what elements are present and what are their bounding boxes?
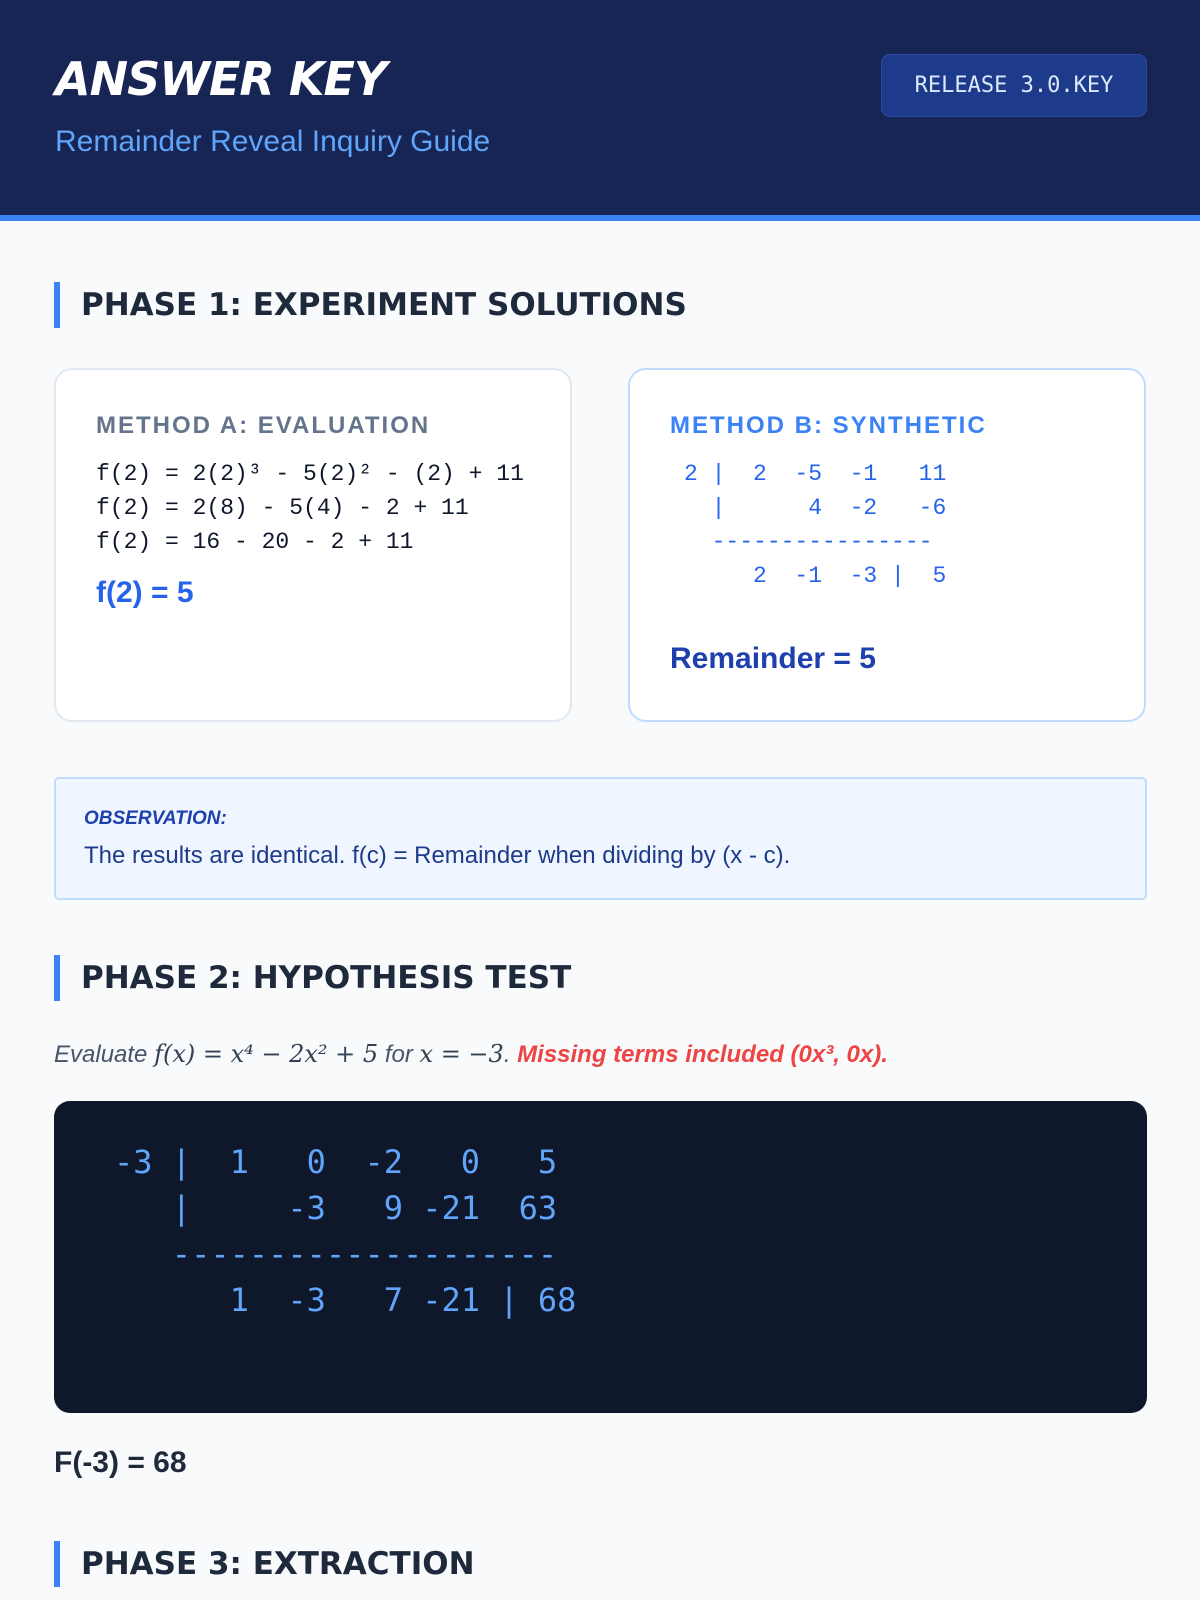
- method-a-steps: [96, 457, 524, 559]
- prompt-period: .: [503, 1041, 511, 1068]
- page-subtitle: Remainder Reveal Inquiry Guide: [55, 125, 491, 158]
- prompt-warning: Missing terms included (0x³, 0x).: [517, 1041, 888, 1068]
- observation-box: [54, 777, 1147, 900]
- observation-text: The results are identical. f(c) = Remainder when dividing by (x - c).: [84, 842, 791, 869]
- hypothesis-prompt: [54, 1040, 888, 1069]
- method-a-line: f(2) = 2(8) - 5(4) - 2 + 11: [96, 495, 469, 521]
- release-badge: RELEASE 3.0.KEY: [881, 54, 1147, 117]
- method-a-card: [54, 368, 572, 722]
- prompt-prefix: Evaluate: [54, 1041, 155, 1068]
- observation-title: OBSERVATION:: [84, 808, 227, 829]
- method-a-line: f(2) = 2(2)³ - 5(2)² - (2) + 11: [96, 461, 524, 487]
- code-line: | -3 9 -21 63: [114, 1189, 558, 1227]
- code-line: --------------------: [114, 1235, 558, 1273]
- method-b-line: | 4 -2 -6: [684, 495, 947, 521]
- method-a-label: METHOD A: EVALUATION: [96, 412, 431, 439]
- phase-2-heading: PHASE 2: HYPOTHESIS TEST: [54, 955, 571, 1001]
- method-b-card: [628, 368, 1146, 722]
- method-b-result: Remainder = 5: [670, 642, 876, 675]
- code-line: -3 | 1 0 -2 0 5: [114, 1143, 558, 1181]
- method-b-line: 2 -1 -3 | 5: [684, 563, 947, 589]
- phase-3-heading: PHASE 3: EXTRACTION: [54, 1541, 475, 1587]
- method-b-label: METHOD B: SYNTHETIC: [670, 412, 987, 439]
- page-title: ANSWER KEY: [55, 52, 387, 106]
- prompt-value: x = −3: [419, 1040, 504, 1068]
- method-b-line: ----------------: [684, 529, 933, 555]
- phase-1-heading: PHASE 1: EXPERIMENT SOLUTIONS: [54, 282, 687, 328]
- method-b-synthetic-division: [684, 457, 946, 593]
- prompt-function: f(x) = x⁴ − 2x² + 5: [154, 1040, 379, 1068]
- hypothesis-result: F(-3) = 68: [54, 1446, 187, 1479]
- method-a-result: f(2) = 5: [96, 576, 194, 609]
- synthetic-division-panel: [54, 1101, 1147, 1413]
- code-line: 1 -3 7 -21 | 68: [114, 1281, 577, 1319]
- page-header: [0, 0, 1200, 221]
- prompt-middle: for: [378, 1041, 420, 1068]
- synthetic-division-code: [114, 1139, 576, 1323]
- method-a-line: f(2) = 16 - 20 - 2 + 11: [96, 529, 414, 555]
- method-b-line: 2 | 2 -5 -1 11: [684, 461, 947, 487]
